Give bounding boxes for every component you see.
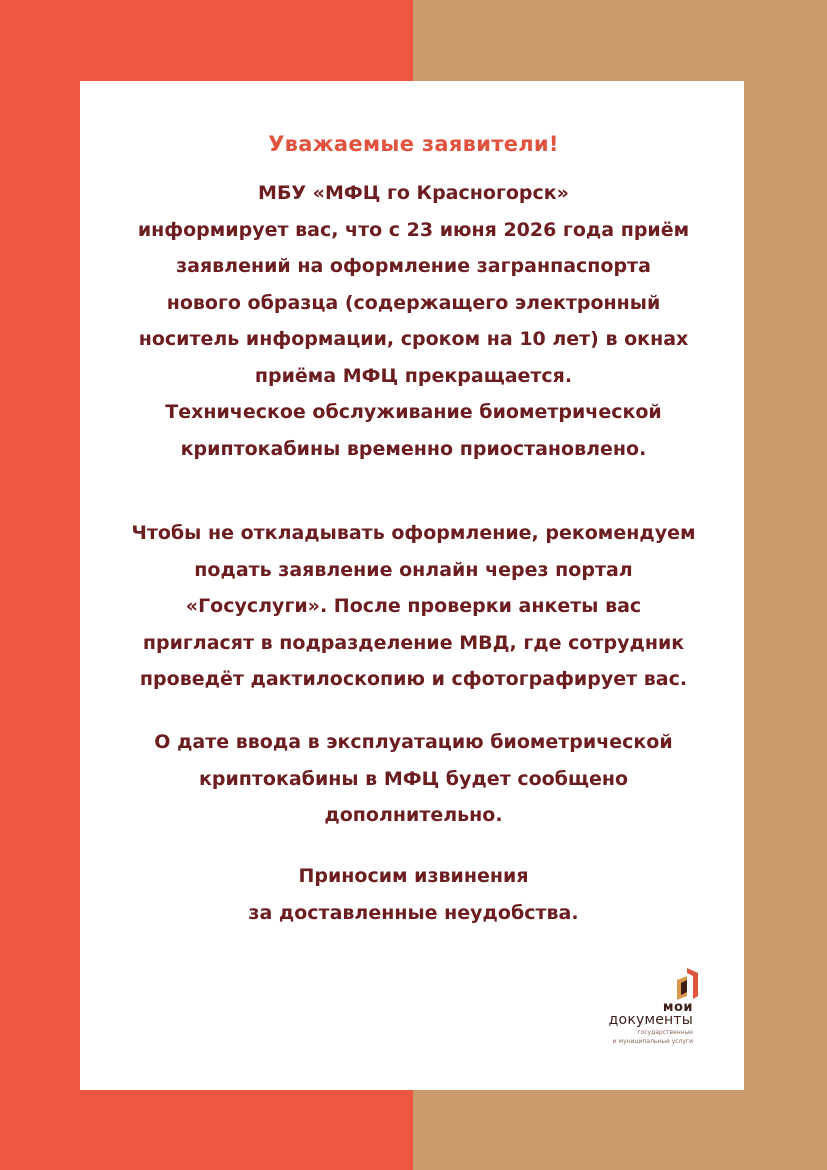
paragraph-3 xyxy=(0,724,827,834)
paragraph-1-line: носитель информации, сроком на 10 лет) в окнах xyxy=(138,328,689,350)
paragraph-2-line: Чтобы не откладывать оформление, рекомендуем xyxy=(131,522,696,544)
paragraph-3-line: О дате ввода в эксплуатацию биометрической xyxy=(154,731,673,753)
paragraph-1 xyxy=(0,175,827,467)
paragraph-2 xyxy=(0,515,827,698)
logo-text-moi: мои xyxy=(662,1000,693,1015)
logo-text-dokumenty: документы xyxy=(608,1012,693,1028)
paragraph-2-line: подать заявление онлайн через портал xyxy=(194,558,633,581)
paragraph-1-line: нового образца (содержащего электронный xyxy=(166,291,661,314)
paragraph-2-line: проведёт дактилоскопию и сфотографирует вас. xyxy=(139,668,688,690)
paragraph-1-line: Техническое обслуживание биометрической xyxy=(165,401,662,423)
moi-dokumenty-logo-icon xyxy=(676,968,700,1002)
paragraph-2-line: пригласят в подразделение МВД, где сотрудник xyxy=(142,631,685,654)
paragraph-2-line: «Госуслуги». После проверки анкеты вас xyxy=(185,595,642,617)
paragraph-1-line: приёма МФЦ прекращается. xyxy=(254,364,573,387)
moi-dokumenty-logo xyxy=(585,968,700,1068)
logo-text-gosudarstvennye: государственные xyxy=(637,1029,693,1036)
paragraph-3-line: криптокабины в МФЦ будет сообщено xyxy=(198,767,629,790)
paragraph-1-line: МБУ «МФЦ го Красногорск» xyxy=(258,182,569,204)
paragraph-1-line: криптокабины временно приостановлено. xyxy=(180,437,647,460)
paragraph-4-line: за доставленные неудобства. xyxy=(248,901,579,924)
logo-text-uslugi: и муниципальные услуги xyxy=(612,1038,693,1045)
paragraph-1-line: заявлений на оформление загранпаспорта xyxy=(176,255,651,277)
paragraph-4-line: Приносим извинения xyxy=(298,865,529,887)
paragraph-3-line: дополнительно. xyxy=(324,804,503,826)
paragraph-1-line: информирует вас, что с 23 июня 2026 года приём xyxy=(137,218,690,241)
notice-title: Уважаемые заявители! xyxy=(268,132,559,156)
paragraph-4 xyxy=(0,858,827,931)
